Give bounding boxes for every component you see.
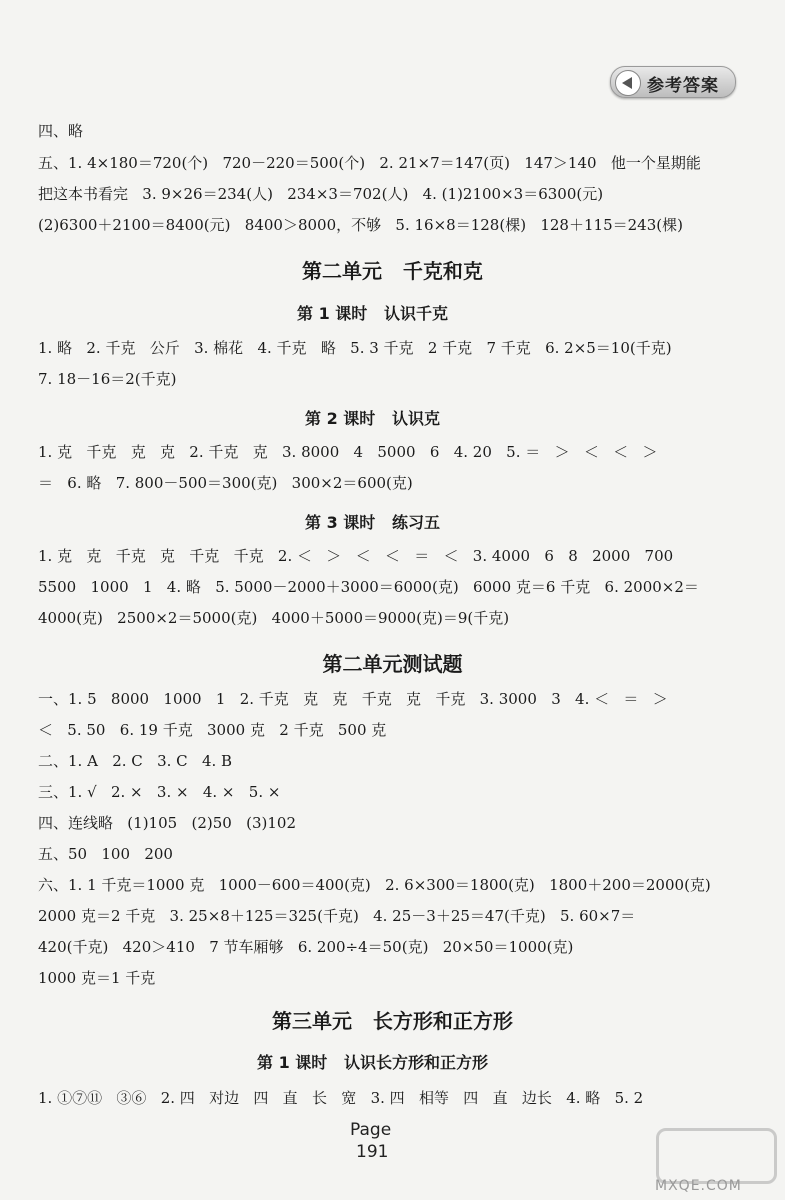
answer-line: 把这本书看完 3. 9×26＝234(人) 234×3＝702(人) 4. (1)2100×3＝6300(元) (38, 185, 604, 203)
answer-line: 六、1. 1 千克＝1000 克 1000－600＝400(克) 2. 6×300＝1800(克) 1800＋200＝2000(克) (38, 876, 711, 894)
answer-line: (2)6300＋2100＝8400(元) 8400＞8000，不够 5. 16×8＝128(棵) 128＋115＝243(棵) (38, 216, 683, 234)
answer-line: 7. 18－16＝2(千克) (38, 370, 177, 388)
page-label: Page (350, 1120, 392, 1140)
answer-line: 1. 略 2. 千克 公斤 3. 棉花 4. 千克 略 5. 3 千克 2 千克 7 千克 6. 2×5＝10(千克) (38, 339, 672, 357)
answer-line: 四、略 (38, 122, 84, 140)
answer-line: 420(千克) 420＞410 7 节车厢够 6. 200÷4＝50(克) 20×50＝1000(克) (38, 938, 574, 956)
lesson-title: 第 1 课时 认识千克 (297, 304, 448, 323)
answer-key-tab (610, 66, 736, 98)
answer-line: 二、1. A 2. C 3. C 4. B (38, 752, 233, 770)
lesson-title: 第 3 课时 练习五 (305, 513, 440, 532)
answer-line: 一、1. 5 8000 1000 1 2. 千克 克 克 千克 克 千克 3. 3000 3 4. ＜ ＝ ＞ (38, 690, 668, 708)
test-title: 第二单元测试题 (322, 652, 463, 676)
answer-line: 1. 克 克 千克 克 千克 千克 2. ＜ ＞ ＜ ＜ ＝ ＜ 3. 4000 6 8 2000 700 (38, 547, 674, 565)
lesson-title: 第 1 课时 认识长方形和正方形 (257, 1053, 488, 1072)
answer-line: ＝ 6. 略 7. 800－500＝300(克) 300×2＝600(克) (38, 474, 413, 492)
answer-line: 5500 1000 1 4. 略 5. 5000－2000＋3000＝6000(克) 6000 克＝6 千克 6. 2000×2＝ (38, 578, 699, 596)
watermark-logo (656, 1128, 777, 1184)
unit-title: 第三单元 长方形和正方形 (272, 1009, 513, 1033)
answer-line: 五、1. 4×180＝720(个) 720－220＝500(个) 2. 21×7＝147(页) 147＞140 他一个星期能 (38, 154, 701, 172)
lesson-title: 第 2 课时 认识克 (305, 409, 440, 428)
answer-line: 4000(克) 2500×2＝5000(克) 4000＋5000＝9000(克)＝9(千克) (38, 609, 510, 627)
answer-line: ＜ 5. 50 6. 19 千克 3000 克 2 千克 500 克 (38, 721, 387, 739)
unit-title: 第二单元 千克和克 (302, 259, 483, 283)
left-arrow-icon (615, 70, 641, 96)
watermark-text: MXQE.COM (655, 1178, 742, 1194)
answer-line: 三、1. √ 2. × 3. × 4. × 5. × (38, 783, 281, 801)
answer-line: 1. ①⑦⑪ ③⑥ 2. 四 对边 四 直 长 宽 3. 四 相等 四 直 边长 4. 略 5. 2 (38, 1089, 644, 1107)
answer-line: 2000 克＝2 千克 3. 25×8＋125＝325(千克) 4. 25－3＋25＝47(千克) 5. 60×7＝ (38, 907, 636, 925)
answer-line: 1. 克 千克 克 克 2. 千克 克 3. 8000 4 5000 6 4. 20 5. ＝ ＞ ＜ ＜ ＞ (38, 443, 658, 461)
page-number: 191 (356, 1142, 389, 1162)
answer-key-label: 参考答案 (647, 76, 719, 96)
answer-line: 四、连线略 (1)105 (2)50 (3)102 (38, 814, 297, 832)
answer-line: 1000 克＝1 千克 (38, 969, 156, 987)
answer-line: 五、50 100 200 (38, 845, 173, 863)
